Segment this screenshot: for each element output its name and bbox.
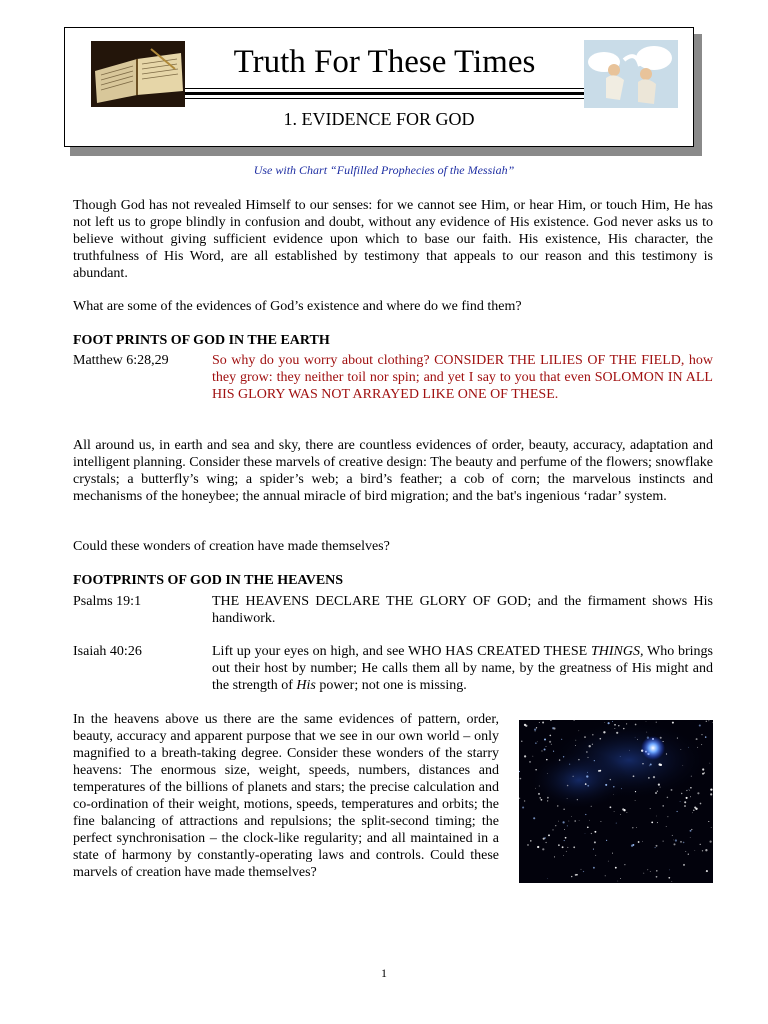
scripture-verse: So why do you worry about clothing? CONSIDER THE LILIES OF THE FIELD, how they grow: they neither toil nor spin; and yet I say to you that even SOLOMON IN ALL HIS GLORY WAS NOT ARRAYED LIKE ONE OF THESE. xyxy=(212,353,713,402)
verse-text: Lift up your eyes on high, and see WHO HAS CREATED THESE xyxy=(212,644,591,659)
angels-image xyxy=(584,40,678,108)
header-box xyxy=(64,27,694,147)
open-bible-image xyxy=(91,41,185,107)
starry-sky-image xyxy=(519,720,713,883)
page-number: 1 xyxy=(381,966,387,980)
scripture-verse xyxy=(212,643,713,694)
title-rule-thick xyxy=(185,92,584,95)
verse-text: power; not one is missing. xyxy=(315,678,467,693)
question-paragraph: What are some of the evidences of God’s existence and where do we find them? xyxy=(73,299,522,314)
heavens-body-paragraph: In the heavens above us there are the same evidences of pattern, order, beauty, accuracy and apparent purpose that we see in our own world – only magnified to a breath-taking degree. Consider these wonders of the starry heavens: The enormous size, weight, speeds, numbers, distances and temperatures of the billions of planets and stars; the precise calculation and co-ordination of their weight, motions, speeds, temperatures and orbits; the fine balancing of attractions and repulsions; the split-second timing; the perfect synchronisation – the clock-like regularity; and all maintained in a state of harmony by constantly-operating laws and controls. Could these marvels of creation have made themselves? xyxy=(73,712,499,880)
section-heading-heavens: FOOTPRINTS OF GOD IN THE HEAVENS xyxy=(73,573,344,588)
title-rule xyxy=(185,88,584,89)
earth-question: Could these wonders of creation have made themselves? xyxy=(73,539,390,554)
lesson-title: 1. EVIDENCE FOR GOD xyxy=(283,109,475,129)
chart-note: Use with Chart “Fulfilled Prophecies of the Messiah” xyxy=(253,163,515,177)
verse-text: Who brings out their host by number; He calls them all by name, by the greatness of His might and the strength of xyxy=(212,644,714,693)
title-rule xyxy=(185,98,584,99)
document-title: Truth For These Times xyxy=(233,44,536,80)
scripture-reference: Psalms 19:1 xyxy=(73,594,142,609)
scripture-reference: Matthew 6:28,29 xyxy=(73,353,169,368)
section-heading-earth: FOOT PRINTS OF GOD IN THE EARTH xyxy=(73,333,330,348)
verse-italic: THINGS, xyxy=(590,644,644,659)
scripture-reference: Isaiah 40:26 xyxy=(73,644,142,659)
intro-paragraph: Though God has not revealed Himself to our senses: for we cannot see Him, or hear Him, or touch Him, He has not left us to grope blindly in confusion and doubt, without any evidence of His existence. God never asks us to believe without giving sufficient evidence upon which to base our faith. His existence, His character, the truthfulness of His Word, are all established by testimony that appeals to our reason and this testimony is abundant. xyxy=(73,198,713,281)
earth-body-paragraph: All around us, in earth and sea and sky, there are countless evidences of order, beauty, accuracy, adaptation and intelligent planning. Consider these marvels of creative design: The beauty and perfume of the flowers; snowflake crystals; a butterfly’s wing; a spider’s web; a bird’s feather; a cob of corn; the marvelous instincts and mechanisms of the honeybee; the annual miracle of bird migration; and the bat's ingenious ‘radar’ system. xyxy=(73,438,713,504)
verse-italic: His xyxy=(296,678,316,693)
scripture-verse: THE HEAVENS DECLARE THE GLORY OF GOD; and the firmament shows His handiwork. xyxy=(212,594,713,626)
